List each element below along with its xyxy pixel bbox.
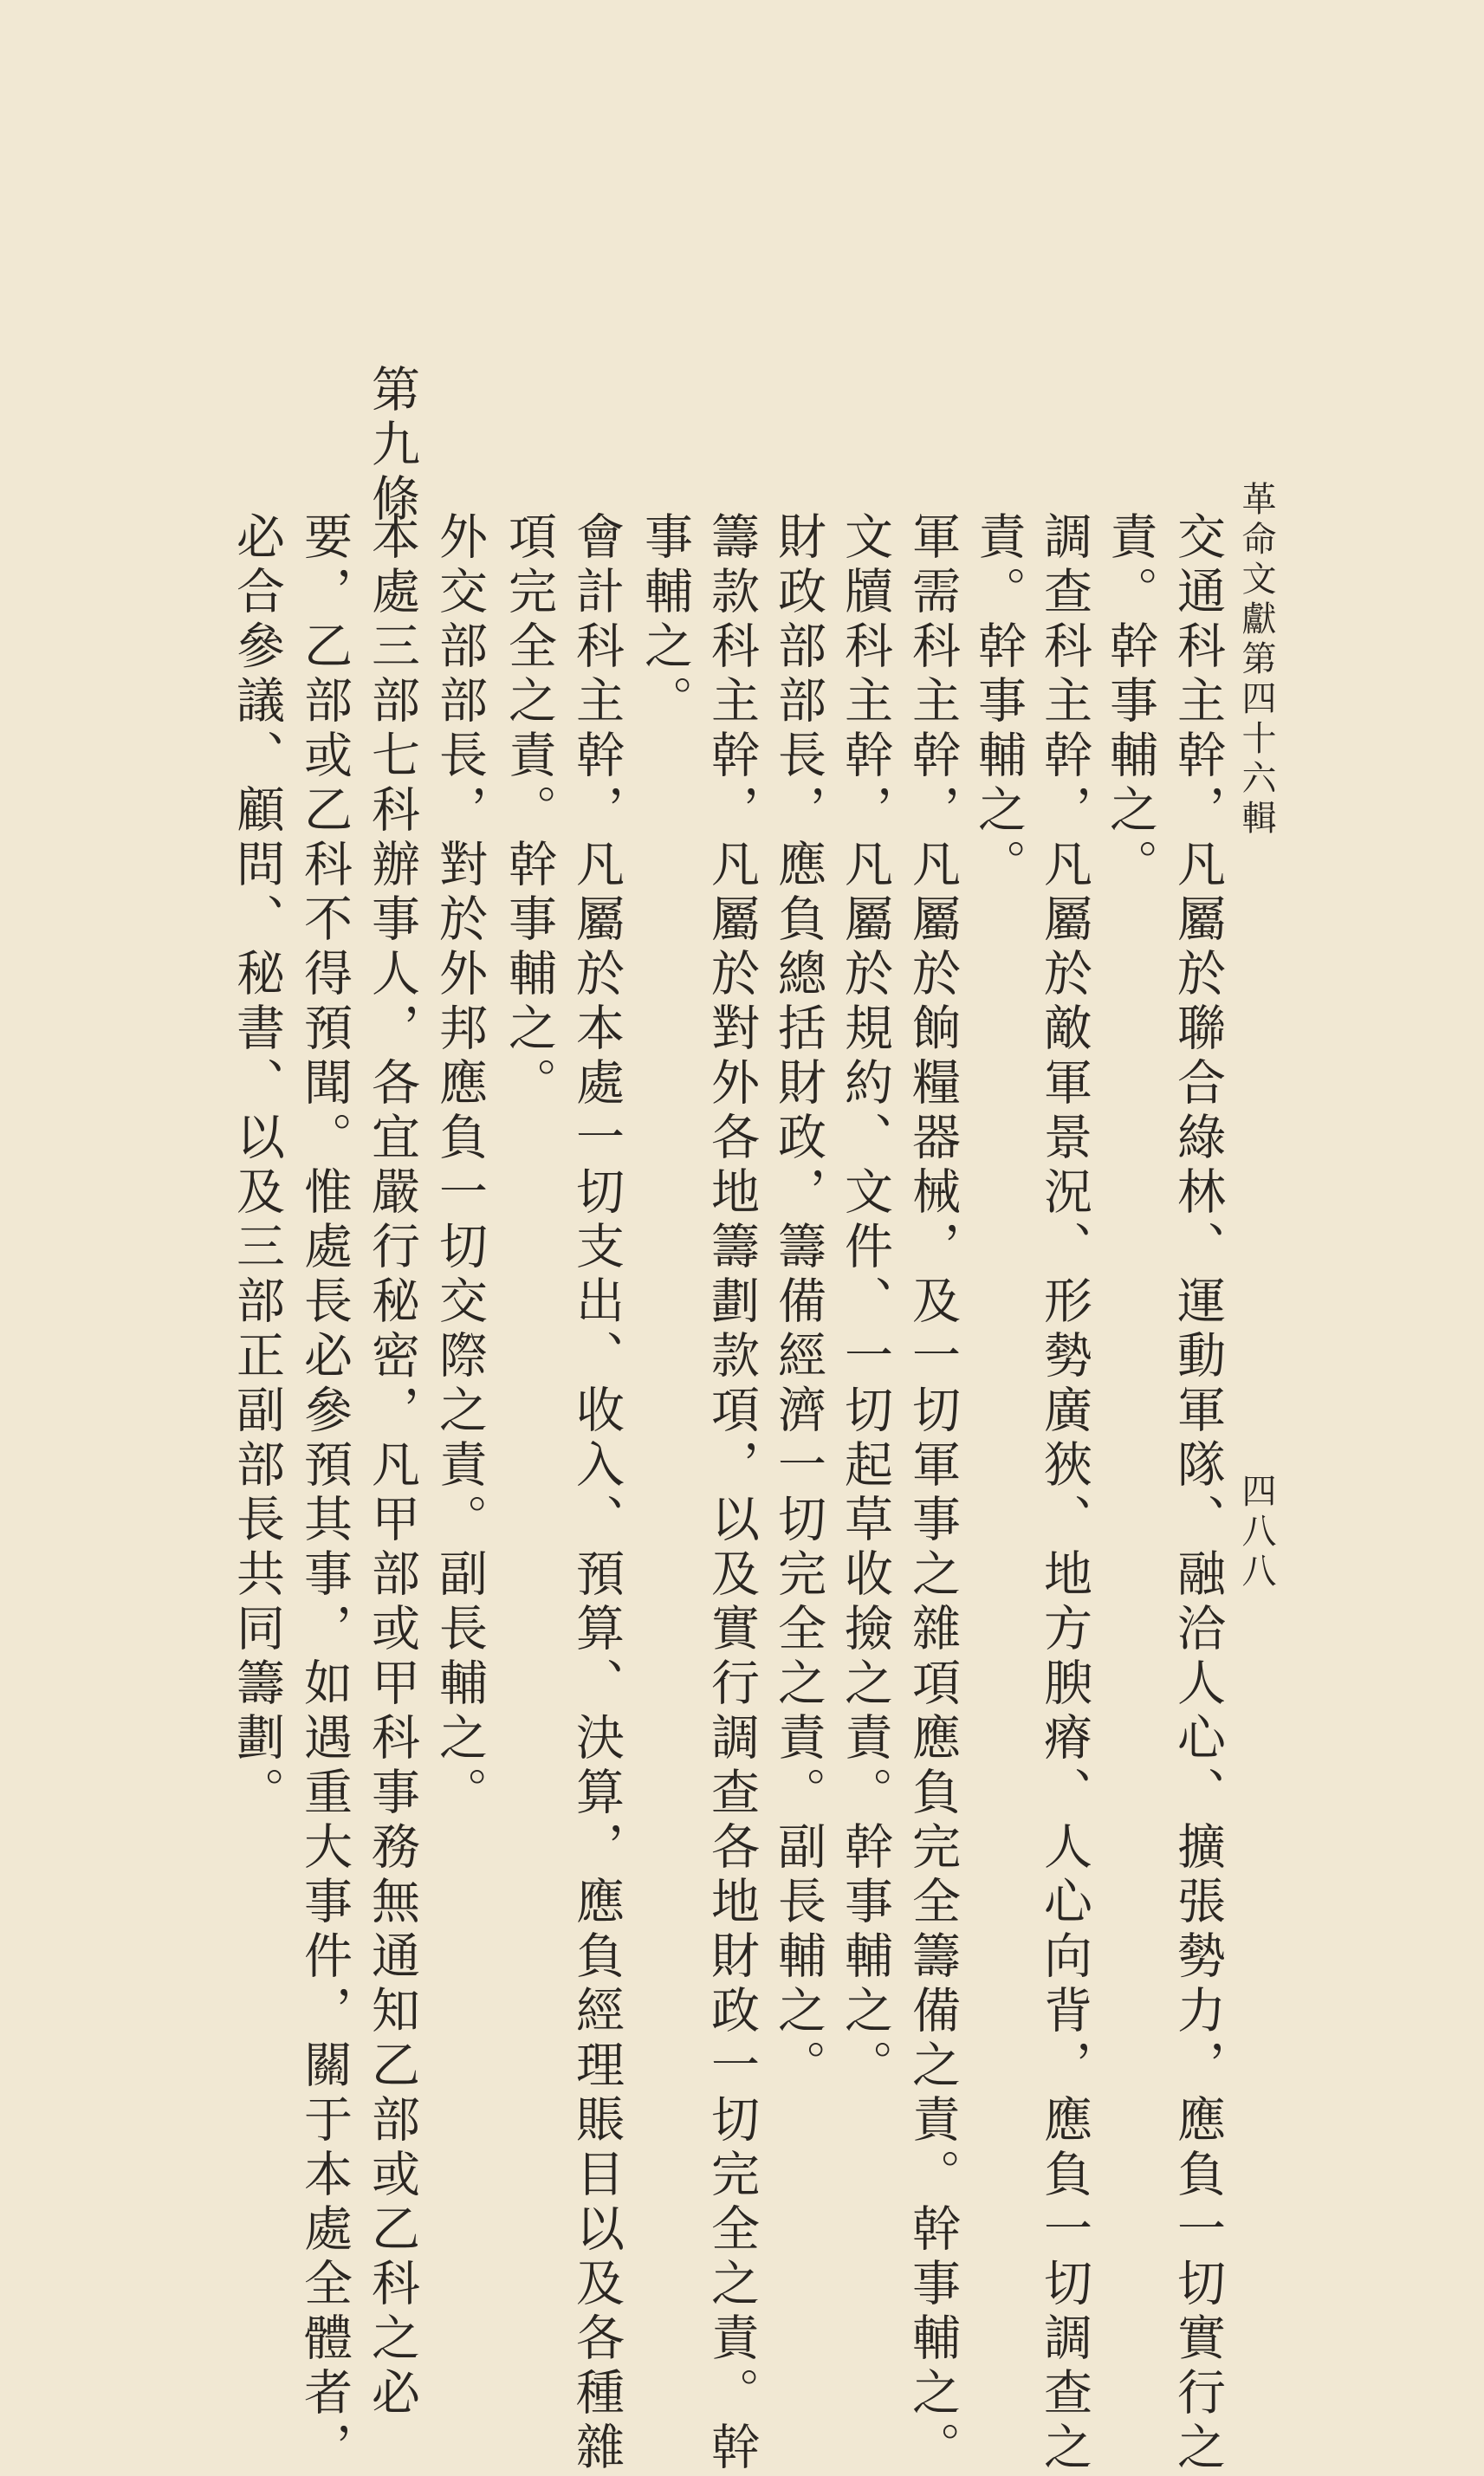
text-column: 籌款科主幹，凡屬於對外各地籌劃款項，以及實行調查各地財政一切完全之責。幹 (703, 511, 760, 2476)
text-column: 必合參議、顧問、秘書、以及三部正副部長共同籌劃。 (229, 511, 285, 1821)
text-column: 責。幹事輔之。 (1102, 511, 1158, 893)
text-column: 本處三部七科辦事人，各宜嚴行秘密，凡甲部或甲科事務無通知乙部或乙科之必 (364, 511, 420, 2421)
text-column: 項完全之責。幹事輔之。 (501, 511, 557, 1112)
text-column: 責。幹事輔之。 (970, 511, 1027, 893)
text-column: 軍需科主幹，凡屬於餉糧器械，及一切軍事之雜項應負完全籌備之責。幹事輔之。 (904, 511, 961, 2476)
text-column: 財政部部長，應負總括財政，籌備經濟一切完全之責。副長輔之。 (770, 511, 826, 2094)
text-column: 事輔之。 (637, 511, 693, 729)
text-column: 調查科主幹，凡屬於敵軍景況、形勢廣狹、地方腴瘠、人心向背，應負一切調查之 (1036, 511, 1092, 2476)
text-column: 會計科主幹，凡屬於本處一切支出、收入、預算、決算，應負經理賬目以及各種雜 (568, 511, 625, 2476)
text-column: 外交部部長，對於外邦應負一切交際之責。副長輔之。 (431, 511, 488, 1821)
page-number: 四八八 (1236, 1473, 1276, 1592)
text-column: 要，乙部或乙科不得預聞。惟處長必參預其事，如遇重大事件，關于本處全體者， (296, 511, 353, 2476)
text-column: 文牘科主幹，凡屬於規約、文件、一切起草收撿之責。幹事輔之。 (837, 511, 893, 2094)
article-label: 第九條 (364, 364, 420, 528)
text-column: 交通科主幹，凡屬於聯合綠林、運動軍隊、融洽人心、擴張勢力，應負一切實行之 (1170, 511, 1226, 2476)
running-header-title: 革命文獻第四十六輯 (1236, 481, 1276, 839)
